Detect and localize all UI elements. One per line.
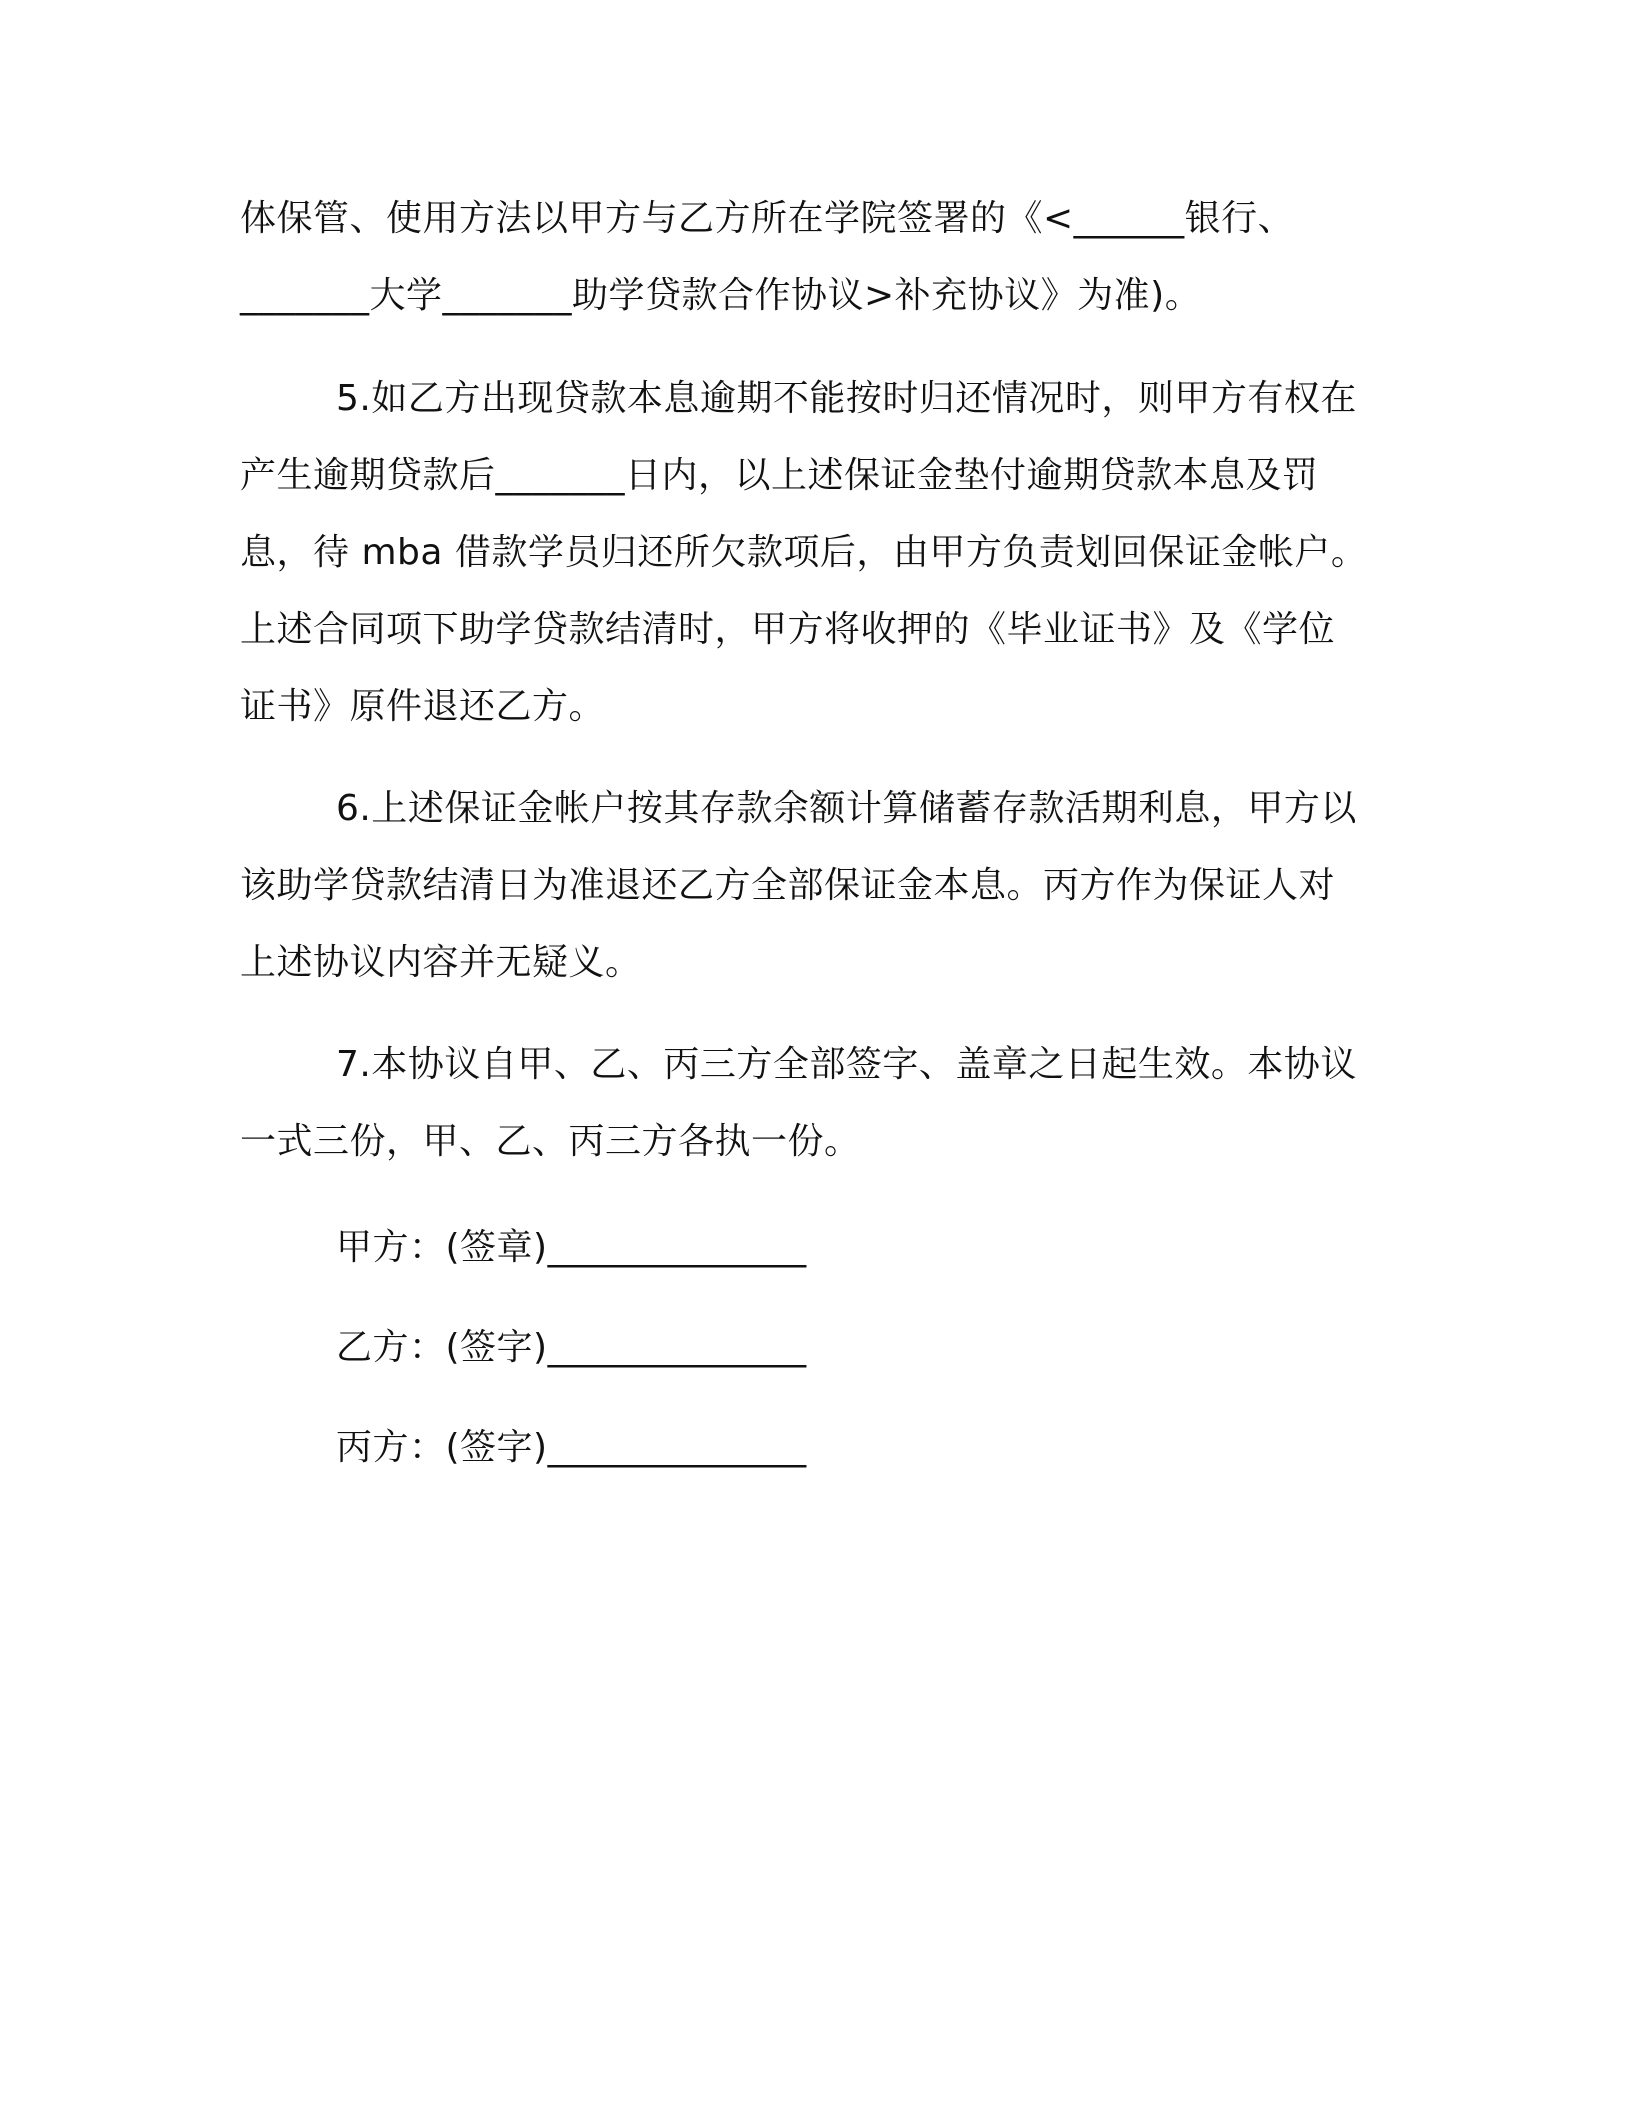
signature-party-a: 甲方：(签章)______________ (336, 1227, 807, 1268)
clause-6-line-3: 上述协议内容并无疑义。 (240, 942, 642, 983)
signature-party-b: 乙方：(签字)______________ (336, 1327, 807, 1368)
clause-5-line-1: 5.如乙方出现贷款本息逾期不能按时归还情况时，则甲方有权在 (336, 378, 1357, 419)
clause-5-line-4: 上述合同项下助学贷款结清时，甲方将收押的《毕业证书》及《学位 (240, 609, 1336, 650)
signature-party-c: 丙方：(签字)______________ (336, 1427, 807, 1468)
clause-6-paragraph (240, 770, 1400, 1001)
clause-5-line-5: 证书》原件退还乙方。 (240, 686, 606, 727)
carryover-line-1: 体保管、使用方法以甲方与乙方所在学院签署的《<______银行、 (240, 198, 1295, 239)
clause-7-line-2: 一式三份，甲、乙、丙三方各执一份。 (240, 1121, 861, 1162)
clause-5-line-2: 产生逾期贷款后_______日内，以上述保证金垫付逾期贷款本息及罚 (240, 455, 1319, 496)
clause-7-paragraph (240, 1026, 1400, 1180)
clause-6-line-2: 该助学贷款结清日为准退还乙方全部保证金本息。丙方作为保证人对 (240, 865, 1336, 906)
clause-5-line-3: 息，待 mba 借款学员归还所欠款项后，由甲方负责划回保证金帐户。 (240, 532, 1368, 573)
clause-7-line-1: 7.本协议自甲、乙、丙三方全部签字、盖章之日起生效。本协议 (336, 1044, 1357, 1085)
carryover-paragraph (240, 180, 1400, 334)
carryover-line-2: _______大学_______助学贷款合作协议>补充协议》为准)。 (240, 275, 1202, 316)
clause-6-line-1: 6.上述保证金帐户按其存款余额计算储蓄存款活期利息，甲方以 (336, 788, 1357, 829)
clause-5-paragraph (240, 360, 1400, 745)
